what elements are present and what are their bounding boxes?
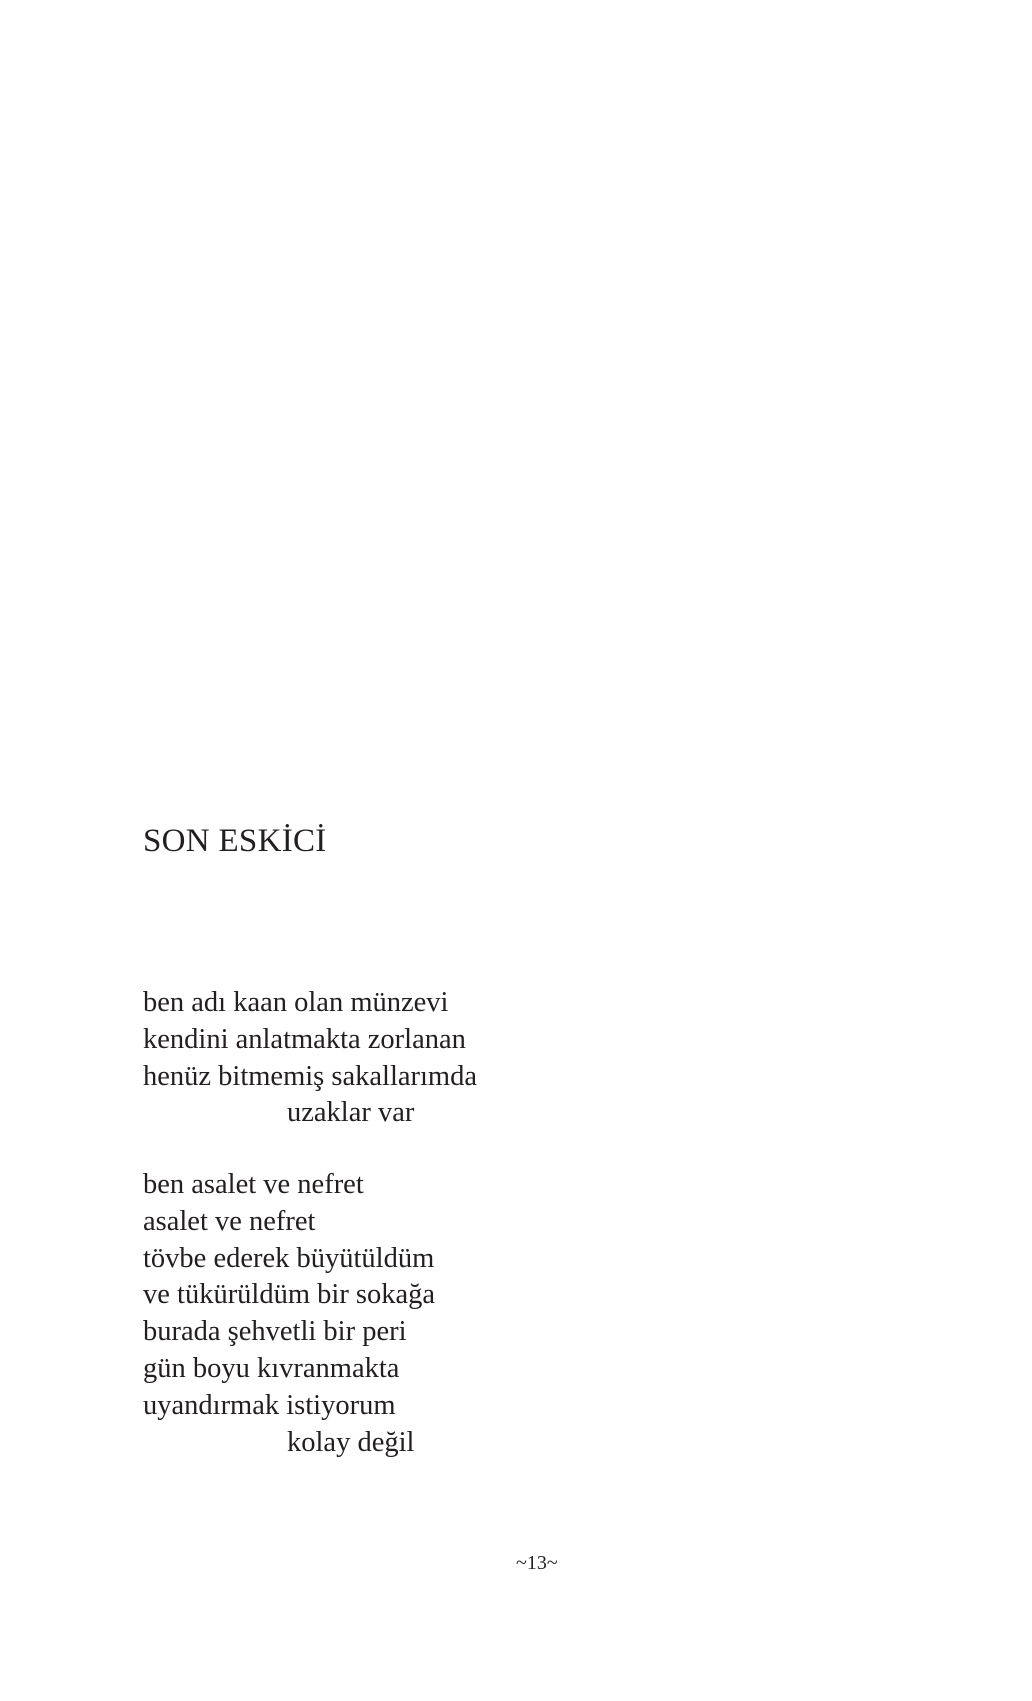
poem-line: uyandırmak istiyorum: [143, 1389, 396, 1421]
poem-line: henüz bitmemiş sakallarımda: [143, 1060, 477, 1092]
poem-line: ben asalet ve nefret: [143, 1169, 364, 1200]
page-number: ~13~: [516, 1552, 558, 1574]
poem-title: SON ESKİCİ: [143, 823, 327, 859]
poem-line: gün boyu kıvranmakta: [143, 1352, 400, 1384]
poem-line: ben adı kaan olan münzevi: [143, 987, 449, 1018]
poem-line: kendini anlatmakta zorlanan: [143, 1023, 466, 1055]
poem-line-indented: uzaklar var: [287, 1097, 415, 1129]
poem-line: burada şehvetli bir peri: [143, 1316, 407, 1348]
poem-line: ve tükürüldüm bir sokağa: [143, 1279, 436, 1311]
poem-line: asalet ve nefret: [143, 1205, 316, 1237]
poem-line-indented: kolay değil: [287, 1426, 415, 1458]
stanza: [143, 985, 477, 1132]
stanza: [143, 1167, 435, 1461]
poem-line: tövbe ederek büyütüldüm: [143, 1242, 435, 1274]
